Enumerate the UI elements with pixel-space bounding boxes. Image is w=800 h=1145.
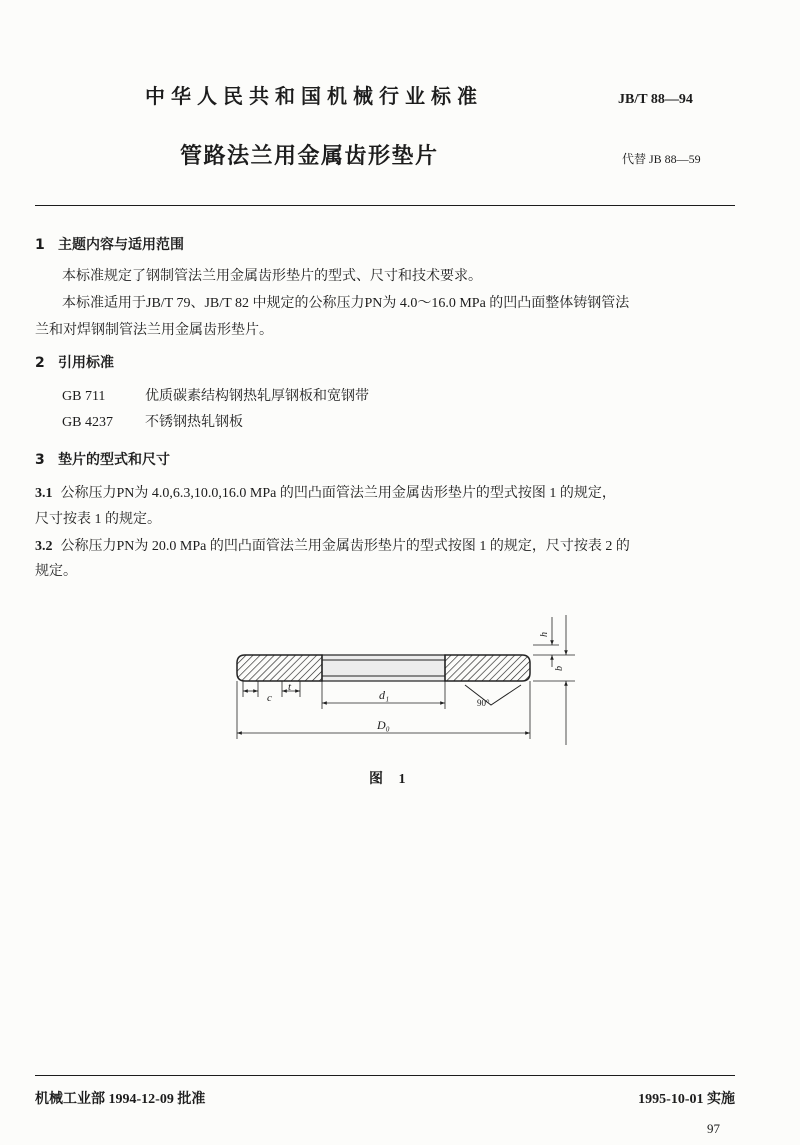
- section-title: 引用标准: [58, 355, 114, 371]
- replaces-standard: 代替 JB 88—59: [622, 152, 701, 166]
- reference-title: 不锈钢热轧钢板: [145, 415, 243, 430]
- label-D0: D₀: [377, 718, 390, 732]
- section-1-heading: [35, 236, 184, 254]
- paragraph-line: 兰和对焊钢制管法兰用金属齿形垫片。: [35, 323, 273, 338]
- clause-text: 公称压力PN为 4.0,6.3,10.0,16.0 MPa 的凹凸面管法兰用金属齿形垫片的型式按图 1 的规定，: [60, 486, 616, 501]
- gasket-section-right: [445, 655, 530, 681]
- paragraph-line: 本标准适用于JB/T 79、JB/T 82 中规定的公称压力PN为 4.0～16.0 MPa 的凹凸面整体铸钢管法: [62, 296, 630, 311]
- clause-3-2-line: 规定。: [35, 564, 77, 579]
- label-d1: d₁: [379, 688, 390, 702]
- reference-title: 优质碳素结构钢热轧厚钢板和宽钢带: [145, 389, 369, 404]
- label-angle: 90°: [477, 698, 490, 708]
- effective-date: 1995-10-01 实施: [638, 1092, 735, 1107]
- clause-number: 3.1: [35, 486, 53, 501]
- reference-code: GB 711: [62, 389, 106, 404]
- reference-item: [62, 414, 243, 432]
- footer-divider: [35, 1075, 735, 1076]
- gasket-section-left: [237, 655, 322, 681]
- standard-code: JB/T 88—94: [618, 92, 693, 107]
- label-c: c: [267, 692, 272, 704]
- section-title: 主题内容与适用范围: [58, 237, 184, 253]
- label-b: b: [554, 666, 565, 671]
- section-number: 3: [35, 452, 45, 468]
- clause-3-1-line: [35, 485, 616, 503]
- figure-caption: 图 1: [369, 772, 412, 787]
- issuing-agency: 中华人民共和国机械行业标准: [145, 84, 483, 108]
- reference-item: [62, 388, 369, 406]
- clause-number: 3.2: [35, 539, 53, 554]
- approval-date: 机械工业部 1994-12-09 批准: [35, 1092, 206, 1107]
- gasket-section-drawing: [225, 605, 590, 750]
- clause-3-1-line: 尺寸按表 1 的规定。: [35, 512, 161, 527]
- tooth-angle-mark: [465, 685, 521, 705]
- reference-code: GB 4237: [62, 415, 113, 430]
- paragraph-line: 本标准规定了钢制管法兰用金属齿形垫片的型式、尺寸和技术要求。: [62, 269, 482, 284]
- page-number: 97: [707, 1121, 720, 1136]
- clause-3-2-line: [35, 538, 630, 556]
- label-h: h: [539, 632, 550, 637]
- label-t: t: [288, 681, 292, 693]
- document-title: 管路法兰用金属齿形垫片: [180, 144, 439, 169]
- section-number: 1: [35, 237, 45, 253]
- clause-text: 公称压力PN为 20.0 MPa 的凹凸面管法兰用金属齿形垫片的型式按图 1 的规定，尺寸按表 2 的: [60, 539, 630, 554]
- header-divider: [35, 205, 735, 206]
- section-3-heading: [35, 451, 170, 469]
- section-title: 垫片的型式和尺寸: [58, 452, 170, 468]
- section-number: 2: [35, 355, 45, 371]
- section-2-heading: [35, 354, 114, 372]
- gasket-bore-surface: [322, 655, 445, 681]
